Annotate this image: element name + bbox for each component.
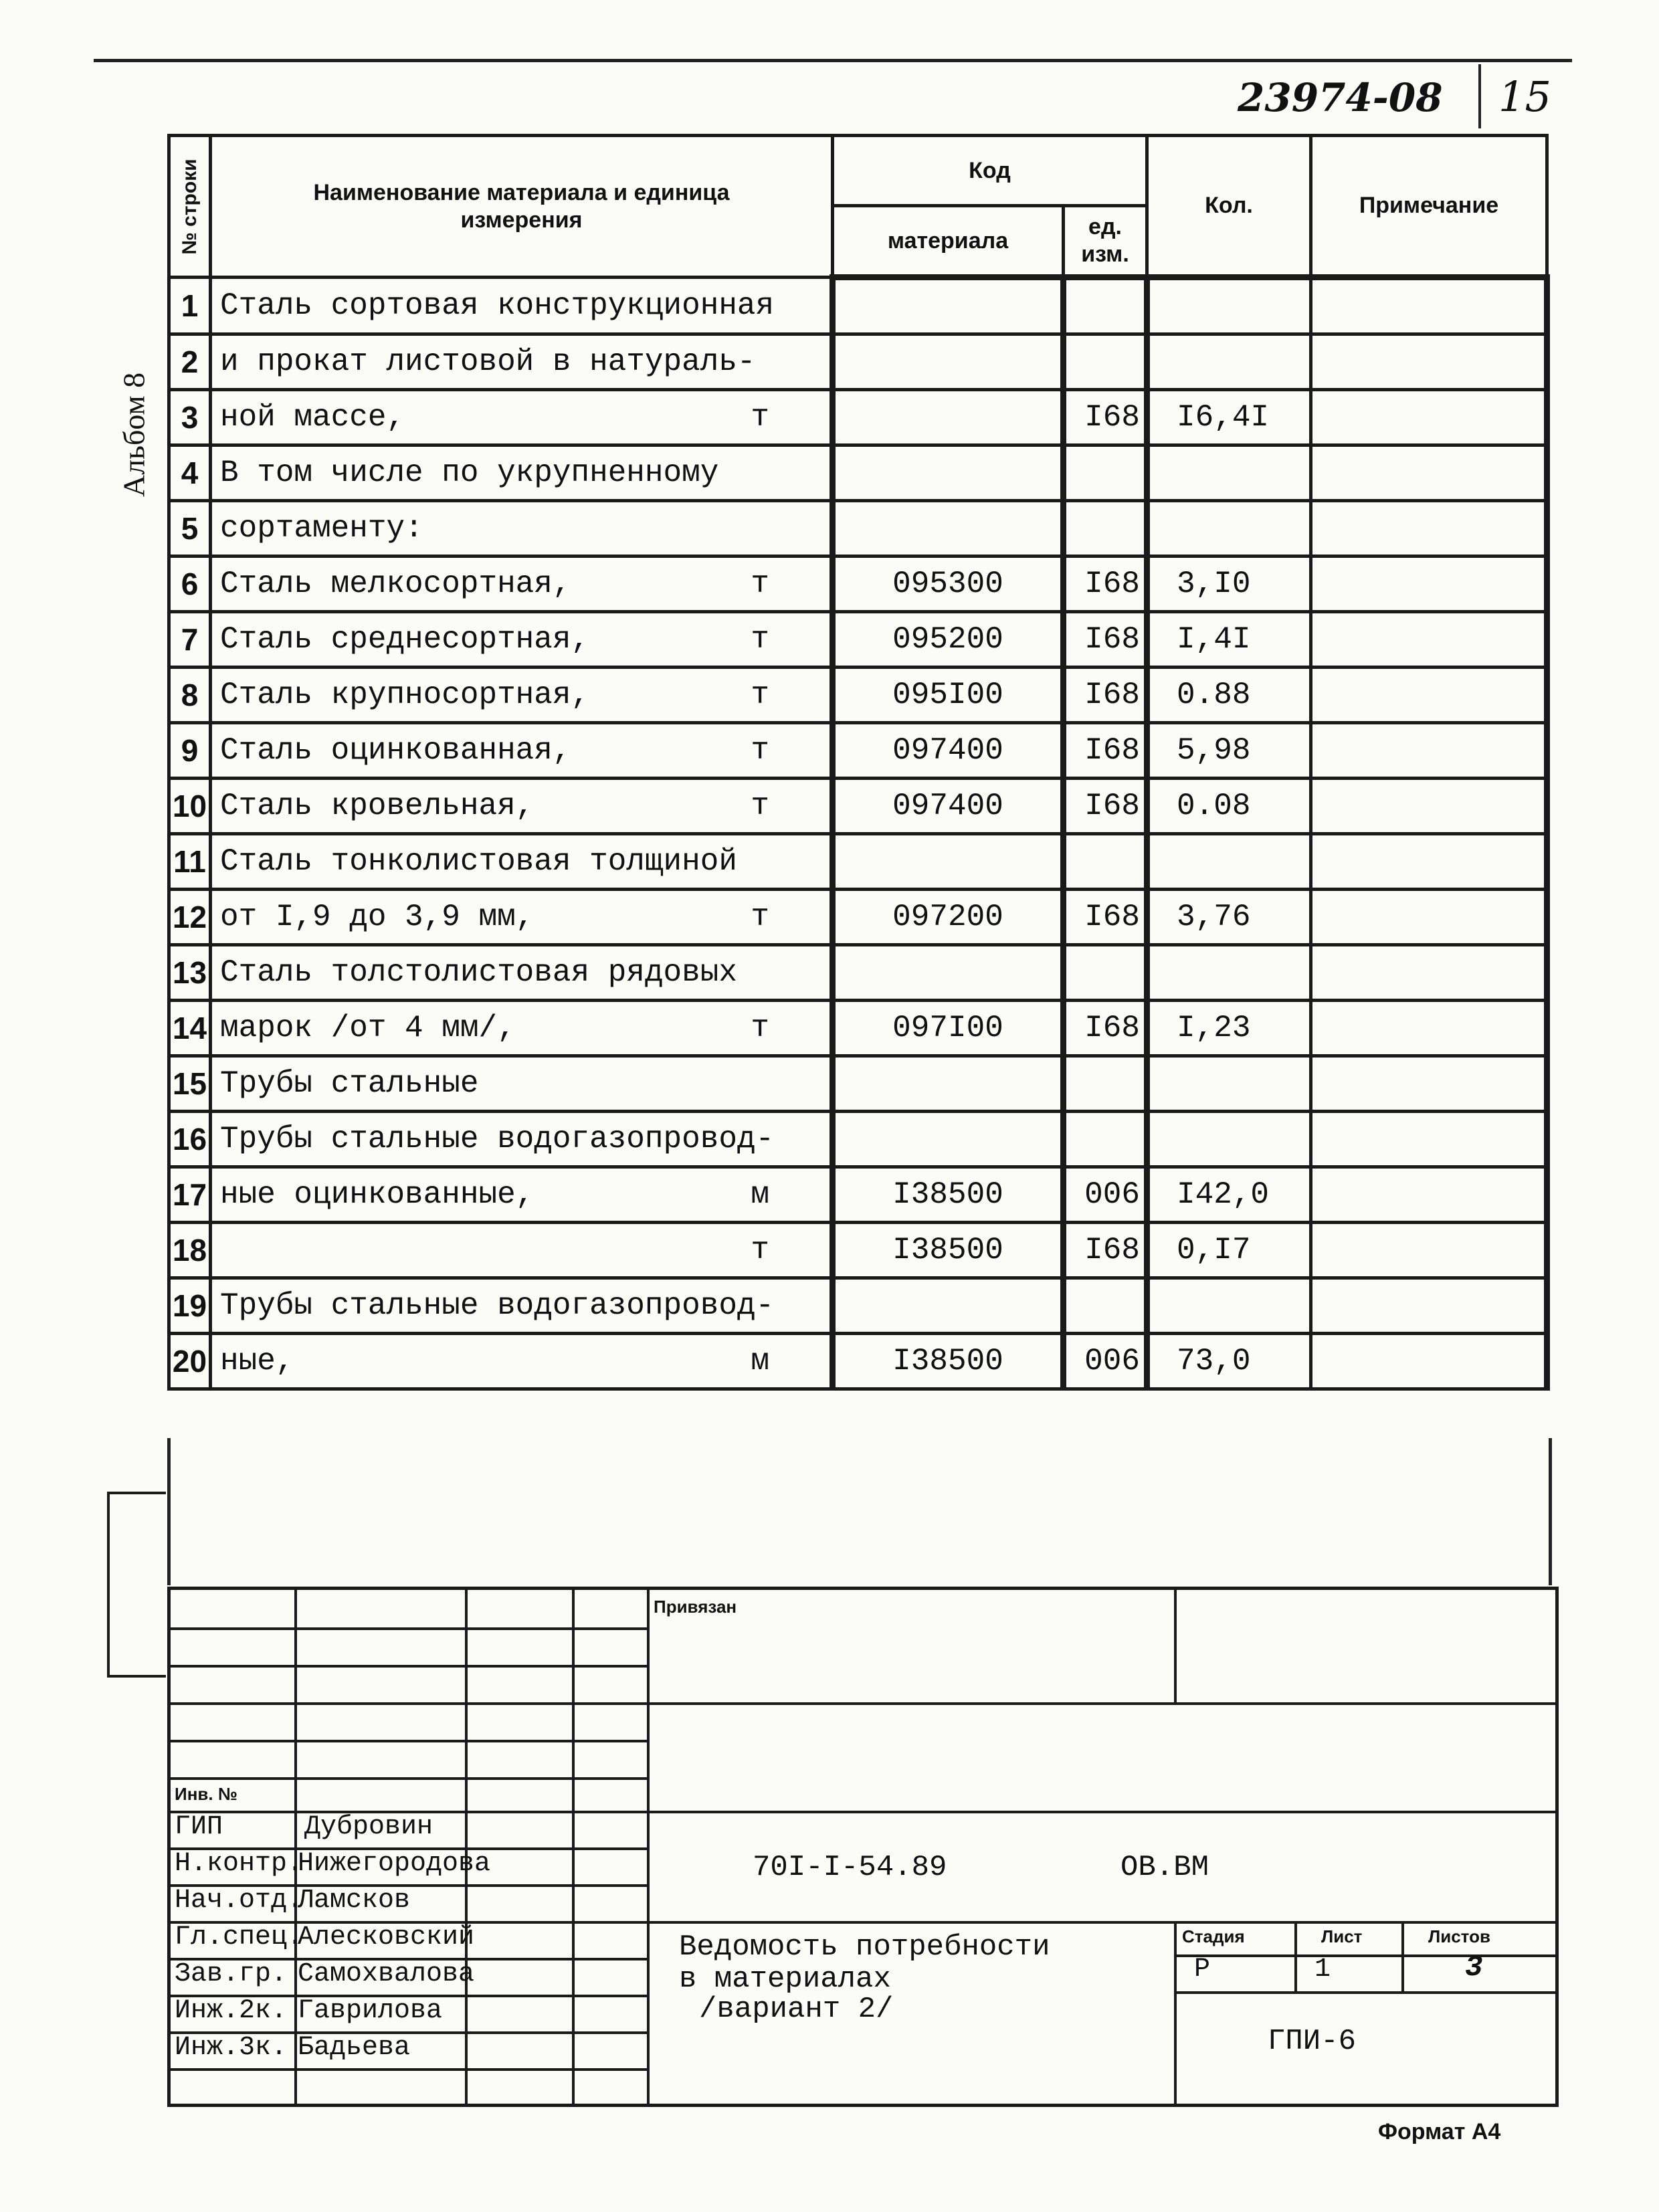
- note-cell: [1311, 890, 1547, 945]
- material-code-cell: 095I00: [833, 668, 1064, 723]
- row-number-cell: 9: [169, 723, 211, 779]
- table-row: [169, 1223, 1547, 1278]
- table-row: [169, 612, 1547, 668]
- table-row: [169, 1334, 1547, 1389]
- table-row: [169, 890, 1547, 945]
- table-row: [169, 1001, 1547, 1056]
- material-name-cell: [211, 1167, 833, 1223]
- note-cell: [1311, 723, 1547, 779]
- material-name-cell: [211, 1223, 833, 1278]
- note-cell: [1311, 668, 1547, 723]
- row-number-cell: 13: [169, 945, 211, 1001]
- inv-no-label: Инв. №: [175, 1784, 237, 1804]
- note-cell: [1311, 1167, 1547, 1223]
- table-row: [169, 945, 1547, 1001]
- material-name-cell: [211, 890, 833, 945]
- material-name-text: Сталь толстолистовая рядовых: [220, 955, 737, 990]
- note-cell: [1311, 834, 1547, 890]
- format-label: Формат А4: [1378, 2119, 1501, 2144]
- material-code-cell: [833, 1278, 1064, 1334]
- unit-code-cell: [1064, 1056, 1147, 1112]
- material-code-cell: [833, 1056, 1064, 1112]
- header-row-no-text: № строки: [178, 158, 201, 255]
- note-cell: [1311, 1112, 1547, 1167]
- stamp-line: [171, 2068, 647, 2071]
- sheets-value: 3: [1465, 1951, 1483, 1985]
- material-name-cell: [211, 1056, 833, 1112]
- note-cell: [1311, 557, 1547, 612]
- signer-role: Инж.2к.: [175, 1996, 288, 2026]
- material-code-cell: [833, 390, 1064, 445]
- material-name-cell: [211, 612, 833, 668]
- quantity-cell: 5,98: [1147, 723, 1311, 779]
- unit-text: т: [751, 400, 769, 435]
- material-code-cell: I38500: [833, 1167, 1064, 1223]
- material-name-cell: [211, 945, 833, 1001]
- material-code-cell: [833, 834, 1064, 890]
- sheet-number-divider: [1478, 64, 1481, 128]
- sheet-value: 1: [1314, 1954, 1331, 1985]
- unit-text: т: [751, 678, 769, 712]
- row-number-cell: 12: [169, 890, 211, 945]
- unit-code-cell: [1064, 945, 1147, 1001]
- quantity-cell: [1147, 1278, 1311, 1334]
- header-code: Код: [833, 136, 1147, 206]
- material-name-cell: [211, 445, 833, 501]
- unit-text: т: [751, 1233, 769, 1268]
- title-line-2: в материалах: [679, 1963, 891, 1996]
- material-name-cell: [211, 779, 833, 834]
- unit-code-cell: I68: [1064, 390, 1147, 445]
- stamp-line: [1174, 1954, 1555, 1957]
- unit-text: т: [751, 622, 769, 657]
- note-cell: [1311, 390, 1547, 445]
- note-cell: [1311, 779, 1547, 834]
- material-name-cell: [211, 1334, 833, 1389]
- material-name-text: Сталь оцинкованная,: [220, 733, 571, 768]
- table-row: [169, 1167, 1547, 1223]
- unit-code-cell: I68: [1064, 557, 1147, 612]
- note-cell: [1311, 1278, 1547, 1334]
- quantity-cell: 0,I7: [1147, 1223, 1311, 1278]
- quantity-cell: [1147, 1112, 1311, 1167]
- title-line-1: Ведомость потребности: [679, 1930, 1050, 1964]
- table-row: [169, 334, 1547, 390]
- material-name-text: Трубы стальные: [220, 1066, 479, 1101]
- header-name: Наименование материала и единица измерения: [211, 136, 833, 278]
- row-number-cell: 18: [169, 1223, 211, 1278]
- table-row: [169, 723, 1547, 779]
- quantity-cell: [1147, 834, 1311, 890]
- table-body: [169, 278, 1547, 1389]
- row-number-cell: 11: [169, 834, 211, 890]
- material-name-text: ные,: [220, 1344, 294, 1379]
- material-name-text: Сталь крупносортная,: [220, 678, 590, 712]
- table-row: [169, 779, 1547, 834]
- material-name-text: ные оцинкованные,: [220, 1177, 534, 1212]
- material-name-text: Сталь сортовая конструкционная: [220, 288, 775, 323]
- quantity-cell: I42,0: [1147, 1167, 1311, 1223]
- signer-role: Инж.3к.: [175, 2033, 288, 2063]
- unit-code-cell: [1064, 445, 1147, 501]
- note-cell: [1311, 612, 1547, 668]
- stamp-line: [171, 1777, 647, 1780]
- quantity-cell: 0.08: [1147, 779, 1311, 834]
- unit-text: т: [751, 789, 769, 823]
- row-number-cell: 17: [169, 1167, 211, 1223]
- top-rule: [94, 59, 1572, 62]
- title-block: [167, 1587, 1559, 2107]
- note-cell: [1311, 1334, 1547, 1389]
- title-line-3: /вариант 2/: [699, 1993, 894, 2026]
- stamp-line: [171, 1702, 1555, 1705]
- row-number-cell: 14: [169, 1001, 211, 1056]
- header-note: Примечание: [1311, 136, 1547, 278]
- material-code-cell: [833, 334, 1064, 390]
- unit-code-cell: I68: [1064, 890, 1147, 945]
- unit-text: м: [751, 1177, 769, 1212]
- quantity-cell: 3,I0: [1147, 557, 1311, 612]
- table-row: [169, 445, 1547, 501]
- table-row: [169, 278, 1547, 334]
- signer-role: Зав.гр.: [175, 1959, 288, 1989]
- material-code-cell: 097400: [833, 723, 1064, 779]
- blank-area: [167, 1438, 1552, 1585]
- material-code-cell: 095200: [833, 612, 1064, 668]
- unit-text: т: [751, 1011, 769, 1045]
- material-code-cell: [833, 501, 1064, 557]
- material-name-cell: [211, 501, 833, 557]
- material-name-cell: [211, 1278, 833, 1334]
- unit-code-cell: 006: [1064, 1167, 1147, 1223]
- unit-code-cell: [1064, 501, 1147, 557]
- note-cell: [1311, 501, 1547, 557]
- material-name-text: Сталь кровельная,: [220, 789, 534, 823]
- table-row: [169, 1112, 1547, 1167]
- quantity-cell: [1147, 334, 1311, 390]
- material-name-text: Трубы стальные водогазопровод-: [220, 1122, 775, 1157]
- note-cell: [1311, 334, 1547, 390]
- material-code-cell: 097I00: [833, 1001, 1064, 1056]
- material-name-text: от I,9 до 3,9 мм,: [220, 900, 534, 934]
- material-name-cell: [211, 278, 833, 334]
- material-name-text: марок /от 4 мм/,: [220, 1011, 516, 1045]
- stamp-line: [1174, 1991, 1555, 1994]
- material-name-cell: [211, 834, 833, 890]
- unit-code-cell: I68: [1064, 779, 1147, 834]
- table-row: [169, 668, 1547, 723]
- unit-code-cell: I68: [1064, 1223, 1147, 1278]
- unit-code-cell: I68: [1064, 668, 1147, 723]
- material-name-cell: [211, 1001, 833, 1056]
- stamp-line: [171, 1627, 647, 1630]
- note-cell: [1311, 1056, 1547, 1112]
- signer-name: Ламсков: [298, 1886, 411, 1916]
- unit-text: м: [751, 1344, 769, 1379]
- signer-name: Нижегородова: [298, 1849, 491, 1879]
- row-number-cell: 8: [169, 668, 211, 723]
- designation: 70I-I-54.89: [753, 1851, 947, 1884]
- material-name-cell: [211, 1112, 833, 1167]
- unit-code-cell: I68: [1064, 612, 1147, 668]
- unit-code-cell: [1064, 278, 1147, 334]
- stage-label: Стадия: [1182, 1926, 1245, 1946]
- material-name-text: Трубы стальные водогазопровод-: [220, 1288, 775, 1323]
- quantity-cell: [1147, 945, 1311, 1001]
- signer-role: Н.контр.: [175, 1849, 304, 1879]
- signer-name: Бадьева: [298, 2033, 411, 2063]
- stamp-line: [1174, 1921, 1177, 2104]
- stamp-line: [1174, 1590, 1177, 1702]
- signer-name: Дубровин: [304, 1812, 433, 1842]
- unit-code-cell: I68: [1064, 723, 1147, 779]
- material-name-text: ной массе,: [220, 400, 405, 435]
- unit-code-cell: [1064, 834, 1147, 890]
- material-name-cell: [211, 334, 833, 390]
- material-code-cell: I38500: [833, 1334, 1064, 1389]
- table-row: [169, 1056, 1547, 1112]
- signer-name: Алесковский: [298, 1922, 475, 1952]
- quantity-cell: [1147, 278, 1311, 334]
- signer-name: Самохвалова: [298, 1959, 475, 1989]
- unit-code-cell: I68: [1064, 1001, 1147, 1056]
- quantity-cell: I,23: [1147, 1001, 1311, 1056]
- sheet-number: 15: [1498, 72, 1551, 121]
- note-cell: [1311, 278, 1547, 334]
- quantity-cell: 73,0: [1147, 1334, 1311, 1389]
- unit-code-cell: 006: [1064, 1334, 1147, 1389]
- materials-table: [167, 134, 1550, 1391]
- header-row-no: [169, 136, 211, 278]
- note-cell: [1311, 945, 1547, 1001]
- row-number-cell: 4: [169, 445, 211, 501]
- table-row: [169, 390, 1547, 445]
- row-number-cell: 1: [169, 278, 211, 334]
- material-name-cell: [211, 668, 833, 723]
- document-number: 23974-08: [1238, 75, 1443, 120]
- note-cell: [1311, 1223, 1547, 1278]
- row-number-cell: 16: [169, 1112, 211, 1167]
- document-mark: ОВ.ВМ: [1120, 1851, 1209, 1884]
- stamp-line: [171, 1665, 647, 1668]
- row-number-cell: 2: [169, 334, 211, 390]
- stamp-line: [171, 1740, 647, 1742]
- material-code-cell: I38500: [833, 1223, 1064, 1278]
- stage-value: Р: [1194, 1954, 1211, 1985]
- unit-code-cell: [1064, 1112, 1147, 1167]
- note-cell: [1311, 1001, 1547, 1056]
- unit-text: т: [751, 733, 769, 768]
- material-code-cell: [833, 1112, 1064, 1167]
- material-code-cell: 095300: [833, 557, 1064, 612]
- table-row: [169, 1278, 1547, 1334]
- row-number-cell: 19: [169, 1278, 211, 1334]
- material-name-cell: [211, 390, 833, 445]
- quantity-cell: [1147, 501, 1311, 557]
- material-code-cell: [833, 445, 1064, 501]
- row-number-cell: 3: [169, 390, 211, 445]
- signer-name: Гаврилова: [298, 1996, 443, 2026]
- unit-code-cell: [1064, 334, 1147, 390]
- material-code-cell: 097400: [833, 779, 1064, 834]
- unit-text: т: [751, 567, 769, 601]
- material-name-text: и прокат листовой в натураль-: [220, 344, 756, 379]
- header-material-code: материала: [833, 206, 1064, 278]
- signer-role: ГИП: [175, 1812, 223, 1842]
- material-name-cell: [211, 557, 833, 612]
- quantity-cell: 0.88: [1147, 668, 1311, 723]
- row-number-cell: 7: [169, 612, 211, 668]
- material-name-text: Сталь тонколистовая толщиной: [220, 844, 737, 879]
- header-unit-code: ед. изм.: [1064, 206, 1147, 278]
- stamp-line: [647, 1590, 650, 2104]
- table-row: [169, 557, 1547, 612]
- material-name-text: сортаменту:: [220, 511, 423, 546]
- material-code-cell: 097200: [833, 890, 1064, 945]
- table-row: [169, 501, 1547, 557]
- unit-code-cell: [1064, 1278, 1147, 1334]
- sheet-label: Лист: [1321, 1926, 1363, 1946]
- margin-box: [107, 1492, 166, 1678]
- quantity-cell: I,4I: [1147, 612, 1311, 668]
- quantity-cell: [1147, 1056, 1311, 1112]
- material-code-cell: [833, 945, 1064, 1001]
- row-number-cell: 15: [169, 1056, 211, 1112]
- sheets-label: Листов: [1428, 1926, 1490, 1946]
- row-number-cell: 6: [169, 557, 211, 612]
- unit-text: т: [751, 900, 769, 934]
- album-label-text: Альбом 8: [116, 372, 151, 498]
- material-name-cell: [211, 723, 833, 779]
- material-name-text: Сталь среднесортная,: [220, 622, 590, 657]
- signer-role: Нач.отд.: [175, 1886, 304, 1916]
- row-number-cell: 20: [169, 1334, 211, 1389]
- privyazan-label: Привязан: [654, 1597, 737, 1617]
- row-number-cell: 10: [169, 779, 211, 834]
- header-qty: Кол.: [1147, 136, 1311, 278]
- material-name-text: В том числе по укрупненному: [220, 456, 719, 490]
- signer-role: Гл.спец.: [175, 1922, 304, 1952]
- table-row: [169, 834, 1547, 890]
- note-cell: [1311, 445, 1547, 501]
- material-code-cell: [833, 278, 1064, 334]
- row-number-cell: 5: [169, 501, 211, 557]
- quantity-cell: [1147, 445, 1311, 501]
- quantity-cell: 3,76: [1147, 890, 1311, 945]
- album-label: [94, 372, 174, 498]
- quantity-cell: I6,4I: [1147, 390, 1311, 445]
- organization: ГПИ-6: [1268, 2025, 1357, 2058]
- material-name-text: Сталь мелкосортная,: [220, 567, 571, 601]
